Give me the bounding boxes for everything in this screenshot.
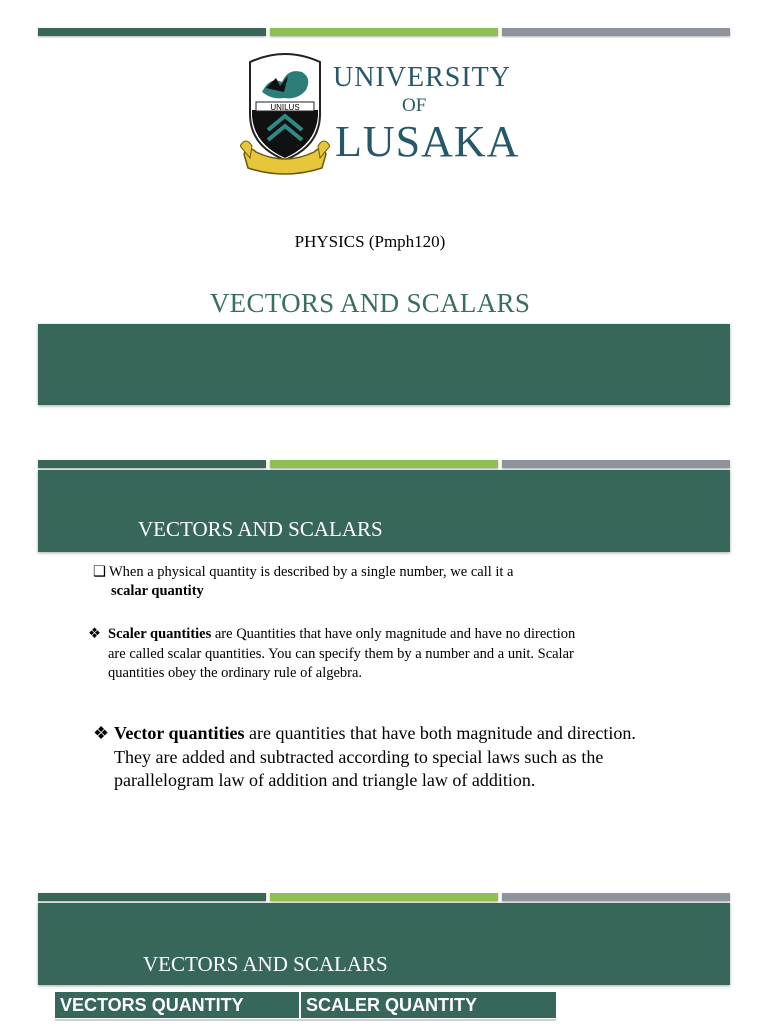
title-band [38,324,730,405]
scalar-quantities-term: Scaler quantities [108,626,212,642]
accent-bar-green [270,460,498,468]
accent-bar-green [270,893,498,901]
scalar-definition [93,563,653,601]
crest-label: UNILUS [270,103,300,112]
slide-title: VECTORS AND SCALARS [209,288,531,318]
slide-title: VECTORS AND SCALARS [143,952,388,976]
accent-bar-green [270,28,498,36]
table-header-scalers: SCALER QUANTITY [301,992,556,1018]
scalar-definition-text: When a physical quantity is described by a single number, we call it a [109,564,514,580]
comparison-table-header [55,992,556,1018]
checkbox-bullet-icon: ❑ [93,564,106,580]
table-header-vectors: VECTORS QUANTITY [55,992,299,1018]
vector-quantities-term: Vector quantities [114,723,245,743]
vector-line-2: They are added and subtracted according to special laws such as the [114,746,604,767]
slide-title: VECTORS AND SCALARS [138,517,383,541]
accent-bar-dark [38,460,266,468]
university-logo [240,48,520,176]
scalar-line-2: are called scalar quantities. You can specify them by a number and a unit. Scalar [108,645,574,662]
accent-bar-gray [502,893,730,901]
diamond-bullet-icon: ❖ [88,626,101,642]
vector-line-3: parallelogram law of addition and triangle law of addition. [114,770,536,790]
header-band [38,470,730,552]
university-name: LUSAKA [335,117,520,166]
university-word: UNIVERSITY [333,62,511,93]
university-of: OF [402,95,427,116]
accent-bar-gray [502,28,730,36]
vector-quantities-paragraph [93,722,693,793]
accent-bar-dark [38,28,266,36]
scalar-line-3: quantities obey the ordinary rule of algebra. [108,665,363,681]
title-slide [0,0,768,440]
scalar-line-1: are Quantities that have only magnitude and have no direction [211,626,576,642]
accent-bar-gray [502,460,730,468]
vector-line-1: are quantities that have both magnitude and direction. [244,723,636,743]
comparison-slide [0,893,768,1024]
accent-bar-dark [38,893,266,901]
scalar-term: scalar quantity [111,583,204,599]
table-row-divider [55,1019,556,1021]
header-band [38,903,730,985]
crest-icon [240,48,330,176]
scalar-quantities-paragraph [88,625,648,684]
course-code: PHYSICS (Pmph120) [294,232,446,251]
diamond-bullet-icon: ❖ [93,723,110,743]
definitions-slide [0,460,768,880]
